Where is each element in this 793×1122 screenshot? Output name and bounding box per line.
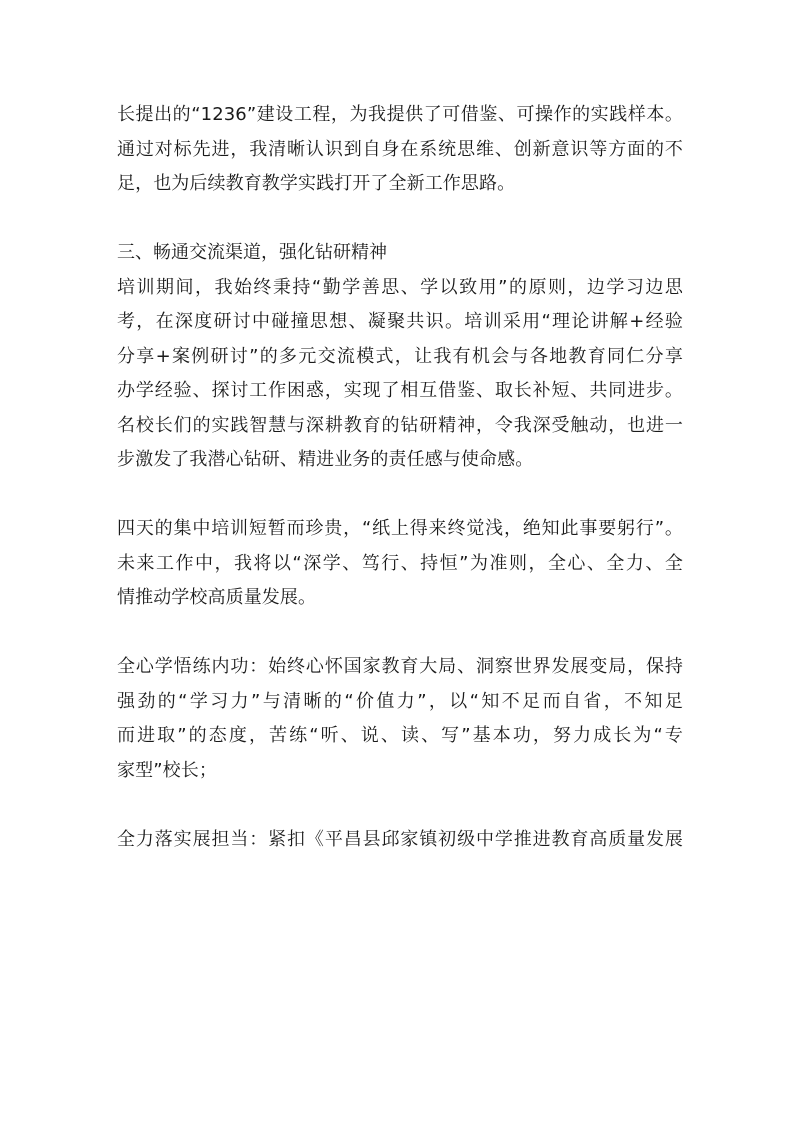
paragraph-4-line-1: 全心学悟练内功：始终心怀国家教育大局、洞察世界发展变局，保持 bbox=[117, 656, 683, 677]
paragraph-spacer bbox=[117, 202, 683, 237]
paragraph-2-line-5: 名校长们的实践智慧与深耕教育的钻研精神，令我深受触动，也进一 bbox=[117, 414, 683, 436]
paragraph-3-line-2: 未来工作中，我将以“深学、笃行、持恒”为准则，全心、全力、全 bbox=[117, 552, 683, 574]
section-3-heading: 三、畅通交流渠道，强化钻研精神 bbox=[117, 242, 387, 263]
paragraph-2-line-2: 考，在深度研讨中碰撞思想、凝聚共识。培训采用“理论讲解+经验 bbox=[117, 311, 683, 332]
paragraph-1 bbox=[117, 98, 683, 202]
paragraph-3 bbox=[117, 512, 683, 616]
paragraph-spacer bbox=[117, 478, 683, 513]
paragraph-2-line-3: 分享+案例研讨”的多元交流模式，让我有机会与各地教育同仁分享 bbox=[117, 345, 683, 367]
paragraph-2-line-1: 培训期间，我始终秉持“勤学善思、学以致用”的原则，边学习边思 bbox=[117, 276, 683, 298]
paragraph-2 bbox=[117, 271, 683, 478]
paragraph-1-line-3: 足，也为后续教育教学实践打开了全新工作思路。 bbox=[117, 173, 516, 194]
paragraph-3-line-3: 情推动学校高质量发展。 bbox=[117, 587, 317, 608]
paragraph-spacer bbox=[117, 616, 683, 651]
paragraph-5-line-1: 全力落实展担当：紧扣《平昌县邱家镇初级中学推进教育高质量发展 bbox=[117, 828, 683, 850]
paragraph-5 bbox=[117, 823, 683, 858]
paragraph-4-line-3: 而进取”的态度，苦练“听、说、读、写”基本功，努力成长为“专 bbox=[117, 725, 683, 746]
paragraph-3-line-1: 四天的集中培训短暂而珍贵，“纸上得来终觉浅，绝知此事要躬行”。 bbox=[117, 518, 683, 539]
paragraph-1-line-2: 通过对标先进，我清晰认识到自身在系统思维、创新意识等方面的不 bbox=[117, 138, 683, 160]
paragraph-4-line-4: 家型”校长； bbox=[117, 759, 217, 781]
paragraph-spacer bbox=[117, 788, 683, 823]
document-page bbox=[117, 98, 683, 857]
paragraph-4-line-2: 强劲的“学习力”与清晰的“价值力”，以“知不足而自省，不知足 bbox=[117, 690, 683, 712]
paragraph-2-line-4: 办学经验、探讨工作困惑，实现了相互借鉴、取长补短、共同进步。 bbox=[117, 380, 683, 401]
paragraph-2-line-6: 步激发了我潜心钻研、精进业务的责任感与使命感。 bbox=[117, 449, 534, 470]
paragraph-4 bbox=[117, 650, 683, 788]
paragraph-1-line-1: 长提出的“1236”建设工程，为我提供了可借鉴、可操作的实践样本。 bbox=[117, 104, 683, 125]
